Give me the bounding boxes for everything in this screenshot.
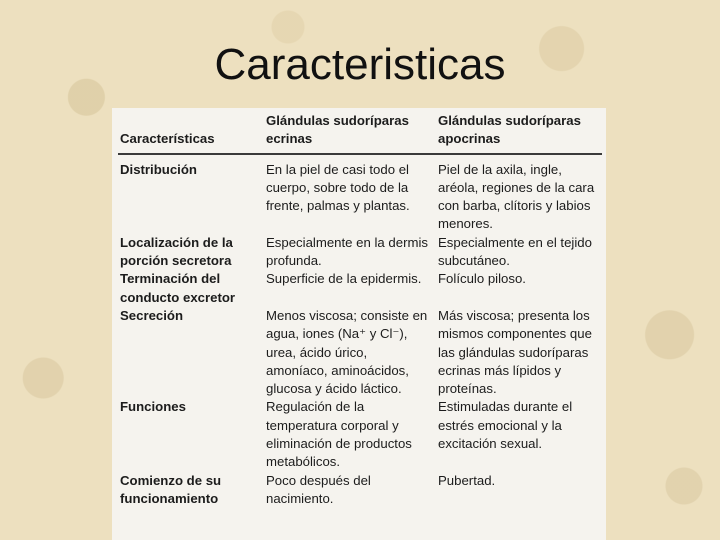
table-row	[118, 307, 602, 398]
row-label: Secreción	[120, 307, 184, 323]
table-row	[118, 472, 602, 509]
table-header-row	[118, 112, 602, 154]
table-image-panel	[112, 108, 606, 540]
row-label: Comienzo de su funcionamiento	[120, 472, 222, 506]
header-ecrinas: Glándulas sudoríparas ecrinas	[264, 112, 436, 154]
cell-ecrinas: Especialmente en la dermis profunda.	[266, 234, 428, 269]
cell-apocrinas: Más viscosa; presenta los mismos componentes que las glándulas sudoríparas ecrinas más lípidos y proteínas.	[438, 307, 592, 397]
header-apocrinas: Glándulas sudoríparas apocrinas	[436, 112, 602, 154]
header-caracteristicas: Características	[118, 112, 264, 154]
cell-ecrinas: Regulación de la temperatura corporal y eliminación de productos metabólicos.	[266, 399, 412, 470]
table-row	[118, 270, 602, 307]
cell-apocrinas: Folículo piloso.	[438, 271, 526, 287]
characteristics-table	[118, 112, 602, 508]
table-row	[118, 234, 602, 271]
cell-apocrinas: Pubertad.	[438, 472, 496, 488]
cell-ecrinas: Poco después del nacimiento.	[266, 472, 371, 506]
cell-ecrinas: Menos viscosa; consiste en agua, iones (Na⁺ y Cl⁻), urea, ácido úrico, amoníaco, aminoácidos, glucosa y ácido láctico.	[266, 307, 428, 397]
cell-ecrinas: Superficie de la epidermis.	[266, 271, 422, 287]
cell-ecrinas: En la piel de casi todo el cuerpo, sobre todo de la frente, palmas y plantas.	[266, 161, 410, 214]
table-row	[118, 154, 602, 234]
cell-apocrinas: Especialmente en el tejido subcutáneo.	[438, 234, 592, 269]
row-label: Localización de la porción secretora	[120, 234, 233, 269]
row-label: Funciones	[120, 399, 186, 415]
row-label: Terminación del conducto excretor	[120, 271, 236, 305]
cell-apocrinas: Piel de la axila, ingle, aréola, regiones de la cara con barba, clítoris y labios menores.	[438, 161, 595, 232]
table-row	[118, 398, 602, 471]
row-label: Distribución	[120, 161, 197, 177]
cell-apocrinas: Estimuladas durante el estrés emocional y la excitación sexual.	[438, 399, 573, 452]
slide-title: Caracteristicas	[214, 40, 506, 89]
